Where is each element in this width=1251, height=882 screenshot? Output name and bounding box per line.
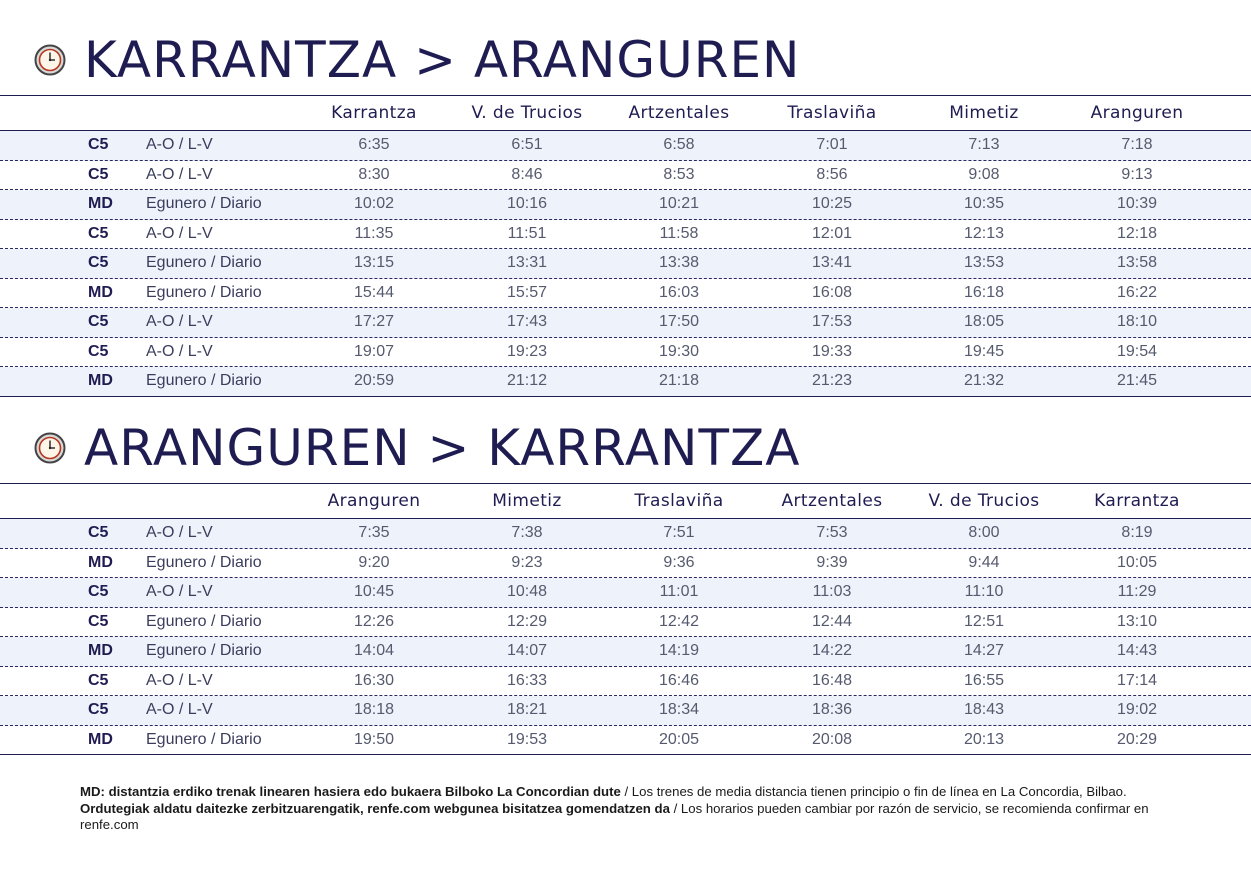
column-header: Artzentales <box>781 491 883 511</box>
departure-time: 7:53 <box>816 524 848 542</box>
departure-time: 15:57 <box>506 283 548 301</box>
service-days: A-O / L-V <box>146 342 213 360</box>
departure-time: 17:14 <box>1116 671 1158 689</box>
footer-notes <box>80 784 1200 834</box>
section-title-2 <box>34 418 800 478</box>
column-header: Artzentales <box>628 103 730 123</box>
departure-time: 11:58 <box>659 224 699 242</box>
service-days: A-O / L-V <box>146 701 213 719</box>
departure-time: 18:21 <box>506 701 548 719</box>
departure-time: 16:48 <box>811 671 853 689</box>
departure-time: 10:48 <box>506 583 548 601</box>
departure-time: 11:35 <box>354 224 394 242</box>
table-row <box>0 279 1251 309</box>
departure-time: 18:34 <box>658 701 700 719</box>
departure-time: 7:35 <box>358 524 390 542</box>
service-days: Egunero / Diario <box>146 553 262 571</box>
departure-time: 21:23 <box>811 372 853 390</box>
footnote-schedule-basque: Ordutegiak aldatu daitezke zerbitzuarengatik, renfe.com webgunea bisitatzea gomendatzen da <box>80 800 670 816</box>
departure-time: 10:25 <box>811 195 853 213</box>
departure-time: 16:22 <box>1116 283 1158 301</box>
departure-time: 14:07 <box>506 642 548 660</box>
departure-time: 10:02 <box>353 195 395 213</box>
departure-time: 20:29 <box>1116 730 1158 748</box>
departure-time: 9:23 <box>511 553 543 571</box>
departure-time: 12:44 <box>811 612 853 630</box>
departure-time: 18:10 <box>1116 313 1158 331</box>
line-code: C5 <box>88 313 109 331</box>
line-code: MD <box>88 730 113 748</box>
table-row <box>0 667 1251 697</box>
table-header <box>0 96 1251 131</box>
column-header: Mimetiz <box>949 103 1019 123</box>
table-body <box>0 519 1251 754</box>
departure-time: 16:18 <box>963 283 1005 301</box>
departure-time: 9:39 <box>816 553 848 571</box>
table-row <box>0 249 1251 279</box>
departure-time: 14:19 <box>658 642 700 660</box>
column-header: V. de Trucios <box>471 103 583 123</box>
departure-time: 19:53 <box>506 730 548 748</box>
line-code: C5 <box>88 254 109 272</box>
departure-time: 6:58 <box>663 136 695 154</box>
column-header: Aranguren <box>327 491 421 511</box>
departure-time: 12:51 <box>963 612 1005 630</box>
departure-time: 14:22 <box>811 642 853 660</box>
departure-time: 21:45 <box>1116 372 1158 390</box>
departure-time: 11:10 <box>964 583 1004 601</box>
departure-time: 12:26 <box>353 612 395 630</box>
departure-time: 12:18 <box>1116 224 1158 242</box>
service-days: A-O / L-V <box>146 583 213 601</box>
departure-time: 20:05 <box>658 730 700 748</box>
table-row <box>0 308 1251 338</box>
table-row <box>0 190 1251 220</box>
departure-time: 13:58 <box>1116 254 1158 272</box>
service-days: Egunero / Diario <box>146 283 262 301</box>
departure-time: 18:36 <box>811 701 853 719</box>
departure-time: 19:30 <box>658 342 700 360</box>
table-row <box>0 696 1251 726</box>
table-row <box>0 608 1251 638</box>
line-code: C5 <box>88 342 109 360</box>
departure-time: 10:39 <box>1116 195 1158 213</box>
departure-time: 18:43 <box>963 701 1005 719</box>
departure-time: 9:08 <box>968 165 1000 183</box>
departure-time: 17:53 <box>811 313 853 331</box>
departure-time: 8:30 <box>358 165 390 183</box>
line-code: MD <box>88 372 113 390</box>
departure-time: 10:45 <box>353 583 395 601</box>
departure-time: 9:20 <box>358 553 390 571</box>
service-days: A-O / L-V <box>146 671 213 689</box>
departure-time: 12:42 <box>658 612 700 630</box>
departure-time: 6:35 <box>358 136 390 154</box>
departure-time: 7:38 <box>511 524 543 542</box>
column-header: Traslaviña <box>634 491 724 511</box>
table-row <box>0 131 1251 161</box>
service-days: Egunero / Diario <box>146 642 262 660</box>
line-code: C5 <box>88 701 109 719</box>
departure-time: 8:19 <box>1121 524 1153 542</box>
table-row <box>0 161 1251 191</box>
departure-time: 11:03 <box>812 583 852 601</box>
section-heading: KARRANTZA > ARANGUREN <box>84 31 801 89</box>
service-days: Egunero / Diario <box>146 195 262 213</box>
departure-time: 12:29 <box>506 612 548 630</box>
line-code: C5 <box>88 136 109 154</box>
departure-time: 6:51 <box>511 136 543 154</box>
departure-time: 16:30 <box>353 671 395 689</box>
departure-time: 17:43 <box>506 313 548 331</box>
column-header: Karrantza <box>331 103 417 123</box>
departure-time: 16:08 <box>811 283 853 301</box>
line-code: C5 <box>88 583 109 601</box>
departure-time: 14:43 <box>1116 642 1158 660</box>
departure-time: 10:16 <box>506 195 548 213</box>
line-code: MD <box>88 642 113 660</box>
table-header <box>0 484 1251 519</box>
table-row <box>0 549 1251 579</box>
column-header: V. de Trucios <box>928 491 1040 511</box>
service-days: Egunero / Diario <box>146 372 262 390</box>
service-days: Egunero / Diario <box>146 730 262 748</box>
clock-icon <box>34 432 66 464</box>
departure-time: 20:08 <box>811 730 853 748</box>
departure-time: 19:23 <box>506 342 548 360</box>
departure-time: 21:18 <box>658 372 700 390</box>
service-days: A-O / L-V <box>146 165 213 183</box>
line-code: C5 <box>88 524 109 542</box>
departure-time: 19:33 <box>811 342 853 360</box>
departure-time: 10:05 <box>1116 553 1158 571</box>
line-code: C5 <box>88 612 109 630</box>
departure-time: 16:03 <box>658 283 700 301</box>
departure-time: 13:41 <box>811 254 853 272</box>
departure-time: 13:15 <box>353 254 395 272</box>
footnote-md-basque: MD: distantzia erdiko trenak linearen hasiera edo bukaera Bilboko La Concordian dute <box>80 784 621 799</box>
service-days: A-O / L-V <box>146 136 213 154</box>
departure-time: 19:45 <box>963 342 1005 360</box>
departure-time: 18:18 <box>353 701 395 719</box>
departure-time: 10:21 <box>658 195 700 213</box>
column-header: Aranguren <box>1090 103 1184 123</box>
departure-time: 8:53 <box>663 165 695 183</box>
departure-time: 19:02 <box>1116 701 1158 719</box>
service-days: Egunero / Diario <box>146 612 262 630</box>
departure-time: 16:55 <box>963 671 1005 689</box>
departure-time: 19:50 <box>353 730 395 748</box>
table-row <box>0 578 1251 608</box>
table-row <box>0 726 1251 755</box>
footnote-md-spanish: / Los trenes de media distancia tienen principio o fin de línea en La Concordia, Bilbao. <box>620 784 1127 799</box>
clock-icon <box>34 44 66 76</box>
departure-time: 7:01 <box>816 136 848 154</box>
service-days: A-O / L-V <box>146 224 213 242</box>
departure-time: 12:13 <box>963 224 1005 242</box>
departure-time: 8:46 <box>511 165 543 183</box>
table-row <box>0 637 1251 667</box>
departure-time: 16:33 <box>506 671 548 689</box>
table-row <box>0 519 1251 549</box>
departure-time: 9:36 <box>663 553 695 571</box>
service-days: A-O / L-V <box>146 313 213 331</box>
line-code: C5 <box>88 671 109 689</box>
departure-time: 19:07 <box>353 342 395 360</box>
departure-time: 17:27 <box>353 313 395 331</box>
line-code: C5 <box>88 165 109 183</box>
line-code: MD <box>88 283 113 301</box>
departure-time: 21:12 <box>506 372 548 390</box>
departure-time: 9:13 <box>1121 165 1153 183</box>
table-row <box>0 338 1251 368</box>
departure-time: 16:46 <box>658 671 700 689</box>
departure-time: 12:01 <box>811 224 853 242</box>
column-header: Mimetiz <box>492 491 562 511</box>
table-row <box>0 220 1251 250</box>
departure-time: 15:44 <box>353 283 395 301</box>
column-header: Traslaviña <box>787 103 877 123</box>
departure-time: 13:31 <box>506 254 548 272</box>
departure-time: 20:59 <box>353 372 395 390</box>
footnote-schedule <box>80 801 1200 834</box>
column-header: Karrantza <box>1094 491 1180 511</box>
departure-time: 19:54 <box>1116 342 1158 360</box>
departure-time: 10:35 <box>963 195 1005 213</box>
departure-time: 13:53 <box>963 254 1005 272</box>
service-days: A-O / L-V <box>146 524 213 542</box>
line-code: MD <box>88 195 113 213</box>
departure-time: 7:18 <box>1121 136 1153 154</box>
footnote-md <box>80 784 1200 801</box>
table-body <box>0 131 1251 396</box>
line-code: MD <box>88 553 113 571</box>
departure-time: 14:27 <box>963 642 1005 660</box>
departure-time: 11:29 <box>1117 583 1157 601</box>
departure-time: 8:56 <box>816 165 848 183</box>
departure-time: 11:01 <box>659 583 699 601</box>
departure-time: 18:05 <box>963 313 1005 331</box>
departure-time: 9:44 <box>968 553 1000 571</box>
timetable-aranguren-karrantza <box>0 483 1251 755</box>
departure-time: 13:38 <box>658 254 700 272</box>
section-title-1 <box>34 30 800 90</box>
departure-time: 13:10 <box>1116 612 1158 630</box>
footnote-schedule-spanish: / Los horarios pueden cambiar por razón de servicio, se recomienda confirmar en renfe.com <box>80 800 1149 832</box>
departure-time: 11:51 <box>507 224 547 242</box>
section-heading: ARANGUREN > KARRANTZA <box>84 419 801 477</box>
table-row <box>0 367 1251 396</box>
departure-time: 7:51 <box>663 524 695 542</box>
departure-time: 21:32 <box>963 372 1005 390</box>
line-code: C5 <box>88 224 109 242</box>
timetable-karrantza-aranguren <box>0 95 1251 397</box>
departure-time: 14:04 <box>353 642 395 660</box>
service-days: Egunero / Diario <box>146 254 262 272</box>
departure-time: 8:00 <box>968 524 1000 542</box>
departure-time: 7:13 <box>968 136 1000 154</box>
departure-time: 17:50 <box>658 313 700 331</box>
departure-time: 20:13 <box>963 730 1005 748</box>
